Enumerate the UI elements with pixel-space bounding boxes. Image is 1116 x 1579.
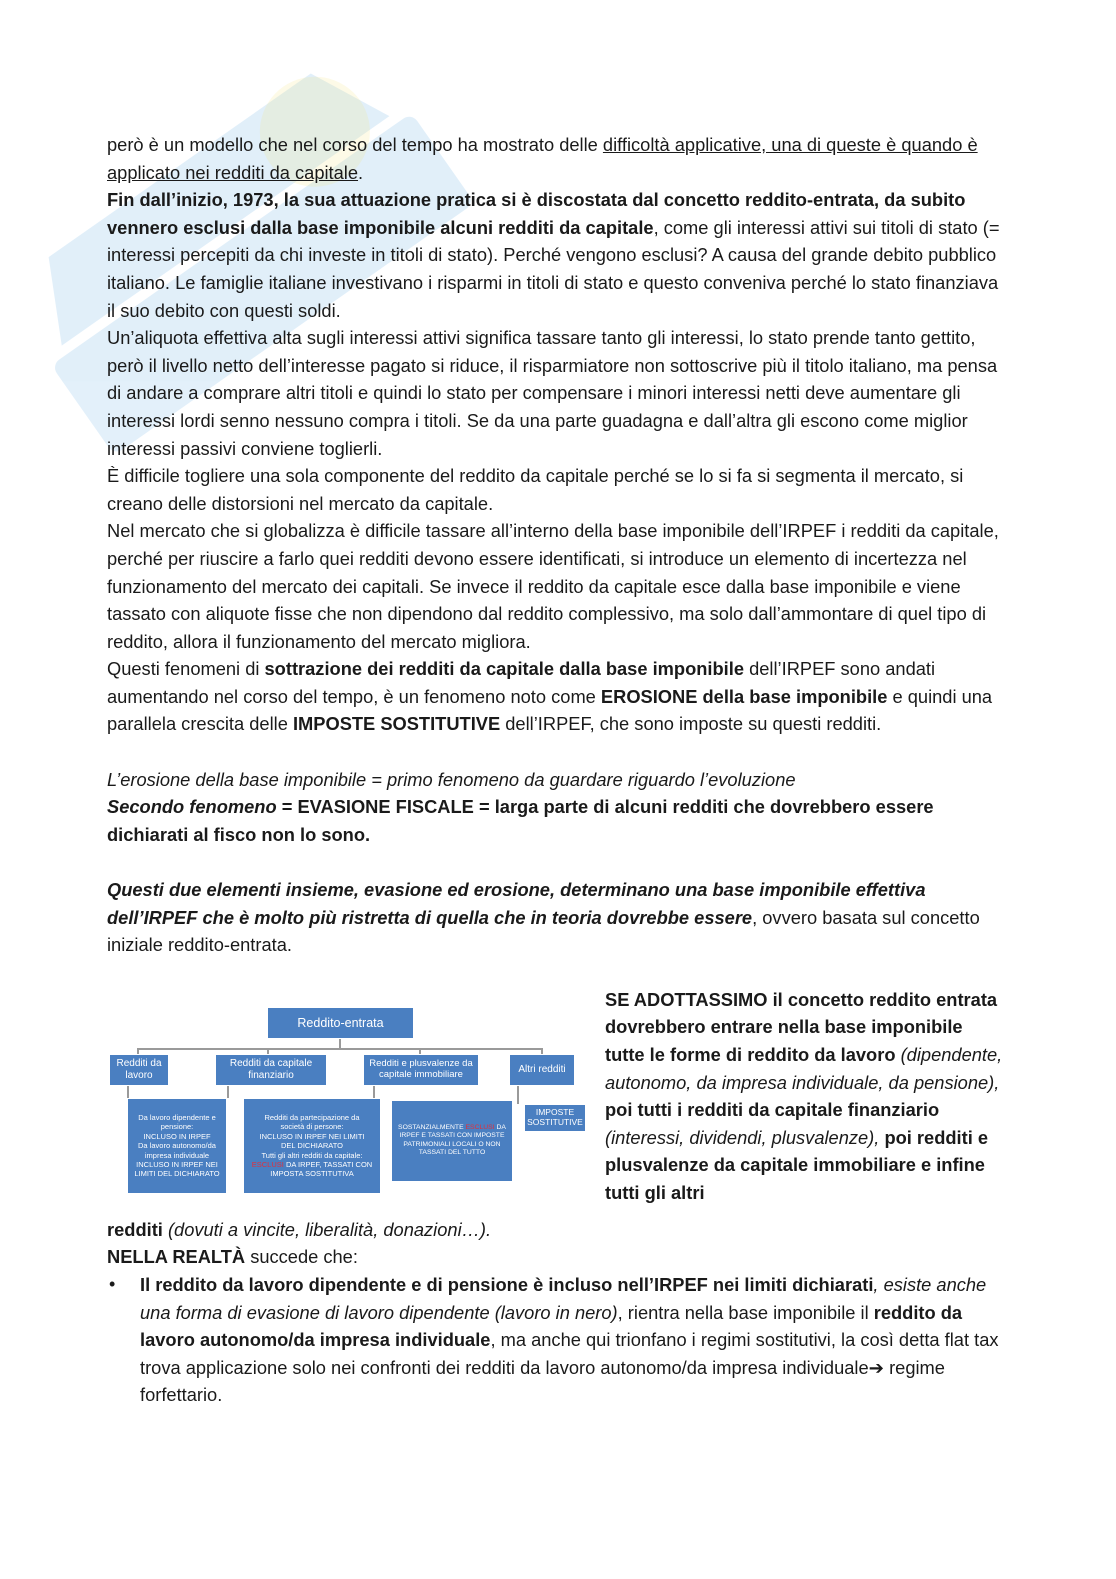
diagram-imposte-sostitutive-box: IMPOSTE SOSTITUTIVE [524,1104,586,1132]
bullet-icon: • [109,1274,116,1294]
document-page [107,131,1007,1409]
connector-line [227,1086,229,1098]
diagram-lavoro-detail-box: Da lavoro dipendente e pensione: INCLUSO IN IRPEF Da lavoro autonomo/da impresa individuale INCLUSO IN IRPEF NEI LIMITI DEL DICHIARATO [127,1098,227,1194]
diagram-root-box: Reddito-entrata [267,1007,414,1039]
connector-line [339,1038,341,1048]
diagram-capitale-immobiliare-box: Redditi e plusvalenze da capitale immobiliare [363,1054,479,1086]
paragraph-7: L’erosione della base imponibile = primo fenomeno da guardare riguardo l’evoluzione [107,768,796,790]
paragraph-1: però è un modello che nel corso del tempo ha mostrato delle difficoltà applicative, una di queste è quando è applicato nei redditi da capitale. [107,134,978,183]
diagram-capitale-detail-box: Redditi da partecipazione da società di persone: INCLUSO IN IRPEF NEI LIMITI DEL DICHIARATO Tutti gli altri redditi da capitale: ESCLUSI DA IRPEF, TASSATI CON IMPOSTA SOSTITUTIVA [243,1098,381,1194]
paragraph-nella-realta: NELLA REALTÀ succede che: [107,1246,358,1268]
paragraph-4: È difficile togliere una sola componente del reddito da capitale perché se lo si fa si segmenta il mercato, si creano delle distorsioni nel mercato da capitale. [107,465,964,514]
list-item: • Il reddito da lavoro dipendente e di pensione è incluso nell’IRPEF nei limiti dichiarati, esiste anche una forma di evasione di lavoro dipendente (lavoro in nero), rientra nella base imponibile il reddito da lavoro autonomo/da impresa individuale, ma anche qui trionfano i regimi sostitutivi, la così detta flat tax trova applicazione solo nei confronti dei redditi da lavoro autonomo/da impresa individuale➔ regime forfettario. [107,1271,1007,1409]
diagram-altri-redditi-box: Altri redditi [509,1054,575,1086]
paragraph-6: Questi fenomeni di sottrazione dei redditi da capitale dalla base imponibile dell’IRPEF sono andati aumentando nel corso del tempo, è un fenomeno noto come EROSIONE della base imponibile e quindi una parallela crescita delle IMPOSTE SOSTITUTIVE dell’IRPEF, che sono imposte su questi redditi. [107,658,993,735]
underlined-text: difficoltà applicative, una di queste è quando è applicato nei redditi da capitale [107,134,978,183]
income-diagram [107,986,587,1196]
connector-line [137,1048,541,1050]
paragraph-8: Secondo fenomeno = EVASIONE FISCALE = larga parte di alcuni redditi che dovrebbero essere dichiarati al fisco non lo sono. [107,796,934,845]
arrow-icon: ➔ [868,1356,884,1378]
diagram-immobiliare-detail-box: SOSTANZIALMENTE ESCLUSI DA IRPEF E TASSATI CON IMPOSTE PATRIMONIALI LOCALI O NON TASSATI DEL TUTTO [391,1100,513,1182]
connector-line [517,1086,519,1104]
paragraph-9: Questi due elementi insieme, evasione ed erosione, determinano una base imponibile effettiva dell’IRPEF che è molto più ristretta di quella che in teoria dovrebbe essere, ovvero basata sul concetto iniziale reddito-entrata. [107,879,980,956]
paragraph-2: Fin dall’inizio, 1973, la sua attuazione pratica si è discostata dal concetto reddito-entrata, da subito vennero esclusi dalla base imponibile alcuni redditi da capitale, come gli interessi attivi sui titoli di stato (= interessi percepiti da chi investe in titoli di stato). Perché vengono esclusi? A causa del grande debito pubblico italiano. Le famiglie italiane investivano i risparmi in titoli di stato e questo conveniva perché lo stato finanziava il suo debito con questi soldi. [107,189,1000,321]
paragraph-after-figure: redditi (dovuti a vincite, liberalità, donazioni…). [107,1218,492,1240]
figure-row [107,986,1007,1216]
diagram-lavoro-box: Redditi da lavoro [109,1054,169,1086]
blank-line [107,848,1007,876]
side-paragraph: SE ADOTTASSIMO il concetto reddito entrata dovrebbero entrare nella base imponibile tutte le forme di reddito da lavoro (dipendente, autonomo, da impresa individuale, da pensione), poi tutti i redditi da capitale finanziario (interessi, dividendi, plusvalenze), poi redditi e plusvalenze da capitale immobiliare e infine tutti gli altri [605,988,1003,1203]
blank-line [107,738,1007,766]
paragraph-5: Nel mercato che si globalizza è difficile tassare all’interno della base imponibile dell’IRPEF i redditi da capitale, perché per riuscire a farlo quei redditi devono essere identificati, si introduce un elemento di incertezza nel funzionamento del mercato dei capitali. Se invece il reddito da capitale esce dalla base imponibile e viene tassato con aliquote fisse che non dipendono dal reddito complessivo, ma solo dall’ammontare di quel tipo di reddito, allora il funzionamento del mercato migliora. [107,520,999,652]
diagram-capitale-finanziario-box: Redditi da capitale finanziario [215,1054,327,1086]
paragraph-3: Un’aliquota effettiva alta sugli interessi attivi significa tassare tanto gli interessi, lo stato prende tanto gettito, però il livello netto dell’interesse pagato si riduce, il risparmiatore non sottoscrive più il titolo italiano, ma pensa di andare a comprare altri titoli e quindi lo stato per compensare i minori interessi netti deve aumentare gli interessi lordi senno nessuno compra i titoli. Se da una parte guadagna e dall’altra gli escono come miglior interessi passivi conviene toglierli. [107,327,998,459]
